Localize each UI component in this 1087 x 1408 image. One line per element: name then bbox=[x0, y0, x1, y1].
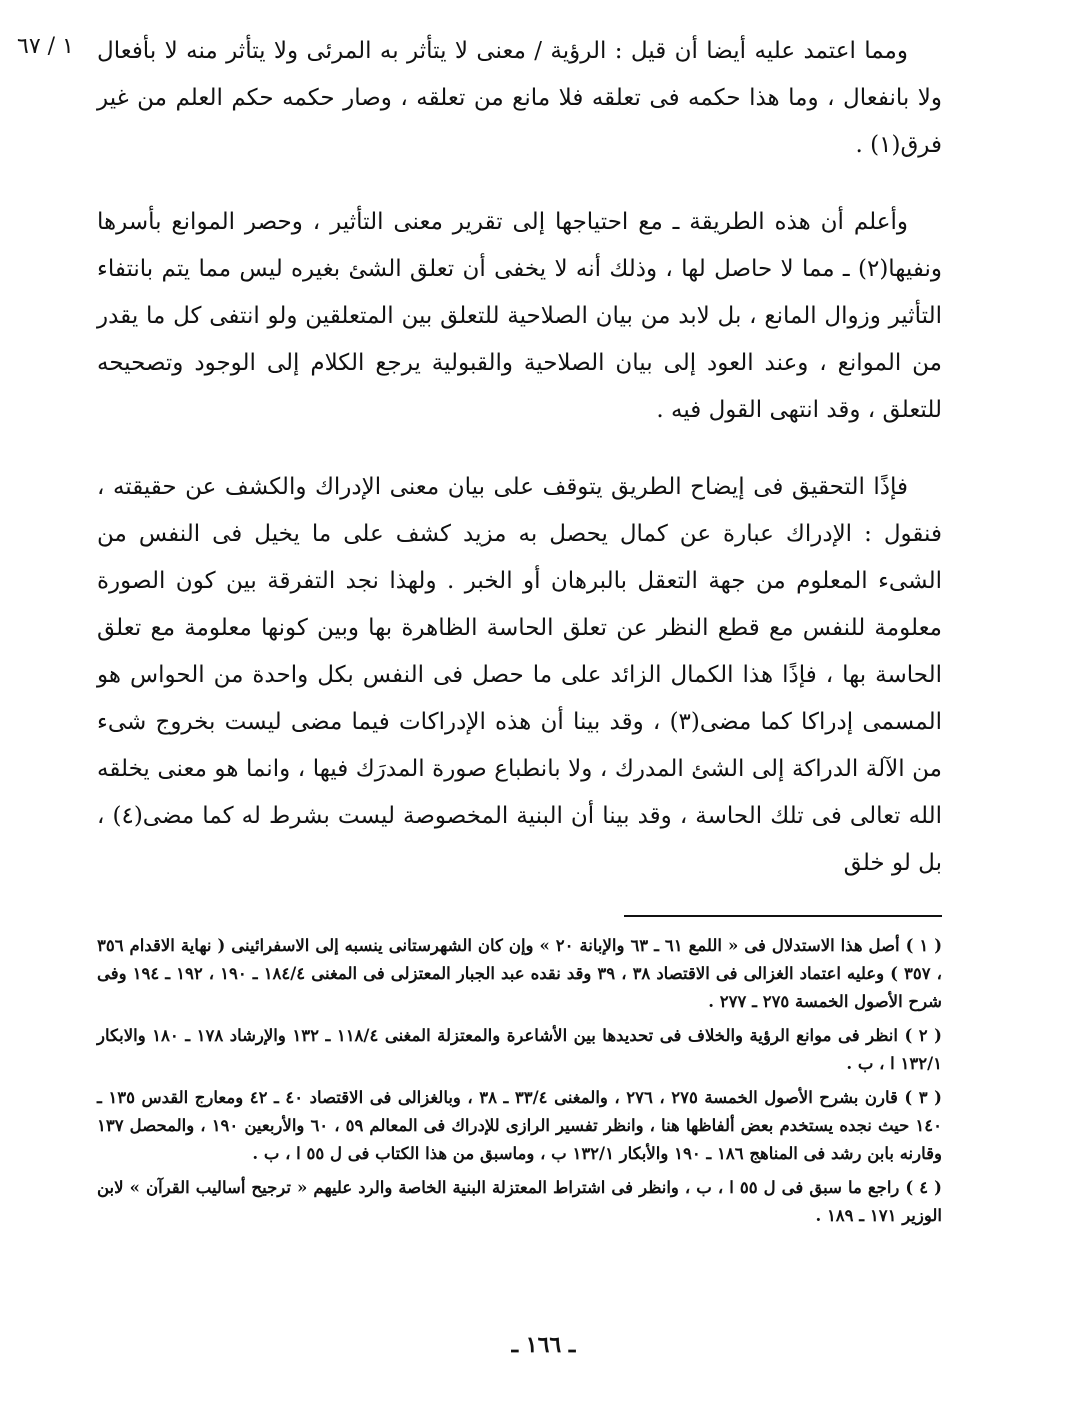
footnote: ( ١ ) أصل هذا الاستدلال فى « اللمع ٦١ ـ ٦٣ والإبانة ٢٠ » وإن كان الشهرستانى ينسبه إلى الاسفرائينى ( نهاية الاقدام ٣٥٦ ، ٣٥٧ ) وعليه اعتماد الغزالى فى الاقتصاد ٣٨ ، ٣٩ وقد نقده عبد الجبار المعتزلى فى المغنى ١٨٤/٤ ـ ١٩٠ ، ١٩٢ ـ ١٩٤ وفى شرح الأصول الخمسة ٢٧٥ ـ ٢٧٧ . bbox=[97, 936, 942, 1011]
paragraph: فإذًا التحقيق فى إيضاح الطريق يتوقف على بيان معنى الإدراك والكشف عن حقيقته ، فنقول : الإدراك عبارة عن كمال يحصل به مزيد كشف على ما يخيل فى النفس من الشىء المعلوم من جهة التعقل بالبرهان أو الخبر . ولهذا نجد التفرقة بين كون الصورة معلومة للنفس مع قطع النظر عن تعلق الحاسة الظاهرة بها وبين كونها معلومة مع تعلق الحاسة بها ، فإذًا هذا الكمال الزائد على ما حصل فى النفس بكل واحدة من الحواس هو المسمى إدراكا كما مضى(٣) ، وقد بينا أن هذه الإدراكات فيما مضى ليست بخروج شىء من الآلة الدراكة إلى الشئ المدرك ، ولا بانطباع صورة المدرَك فيها ، وانما هو معنى يخلقه الله تعالى فى تلك الحاسة ، وقد بينا أن البنية المخصوصة ليست بشرط له كما مضى(٤) ، بل لو خلق bbox=[97, 474, 942, 876]
manuscript-folio-reference: ١ / ٦٧ bbox=[17, 34, 74, 59]
footnotes bbox=[97, 932, 942, 1236]
paragraph: ومما اعتمد عليه أيضا أن قيل : الرؤية / معنى لا يتأثر به المرئى ولا يتأثر منه لا بأفعال ولا بانفعال ، وما هذا حكمه فى تعلقه فلا مانع من تعلقه ، وصار حكمه حكم العلم من غير فرق(١) . bbox=[97, 38, 942, 158]
footnote: ( ٤ ) راجع ما سبق فى ل ٥٥ ا ، ب ، وانظر فى اشتراط المعتزلة البنية الخاصة والرد عليهم « ترجيح أساليب القرآن » لابن الوزير ١٧١ ـ ١٨٩ . bbox=[97, 1178, 942, 1225]
footnote: ( ٢ ) انظر فى موانع الرؤية والخلاف فى تحديدها بين الأشاعرة والمعتزلة المغنى ١١٨/٤ ـ ١٣٢ والإرشاد ١٧٨ ـ ١٨٠ والابكار ١٣٢/١ ا ، ب . bbox=[97, 1026, 942, 1073]
paragraph: وأعلم أن هذه الطريقة ـ مع احتياجها إلى تقرير معنى التأثير ، وحصر الموانع بأسرها ونفيها(٢) ـ مما لا حاصل لها ، وذلك أنه لا يخفى أن تعلق الشئ بغيره ليس مما يتم بانتفاء التأثير وزوال المانع ، بل لابد من بيان الصلاحية للتعلق بين المتعلقين ولو انتفى كل ما يقدر من الموانع ، وعند العود إلى بيان الصلاحية والقبولية يرجع الكلام إلى الوجود وتصحيحه للتعلق ، وقد انتهى القول فيه . bbox=[97, 209, 942, 423]
footnote: ( ٣ ) قارن بشرح الأصول الخمسة ٢٧٥ ، ٢٧٦ ، والمغنى ٣٣/٤ ـ ٣٨ ، وبالغزالى فى الاقتصاد ٤٠ ـ ٤٢ ومعارج القدس ١٣٥ ـ ١٤٠ حيث نجده يستخدم بعض ألفاظها هنا ، وانظر تفسير الرازى للإدراك فى المعالم ٥٩ ، ٦٠ والأربعين ١٩٠ ، والمحصل ١٣٧ وقارنه بابن رشد فى المناهج ١٨٦ ـ ١٩٠ والأبكار ١٣٢/١ ب ، وماسبق من هذا الكتاب فى ل ٥٥ ا ، ب . bbox=[97, 1088, 942, 1163]
page-number: ـ ١٦٦ ـ bbox=[511, 1332, 576, 1358]
main-text bbox=[97, 28, 942, 917]
footnote-separator bbox=[624, 915, 942, 917]
